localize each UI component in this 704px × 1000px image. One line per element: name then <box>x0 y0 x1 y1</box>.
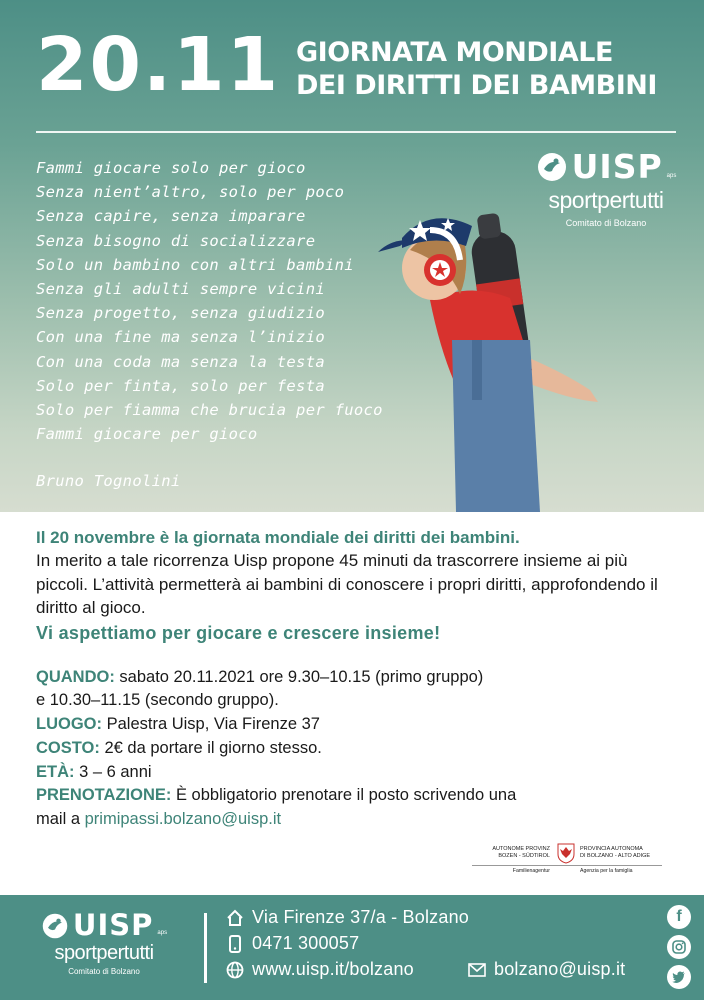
poem-line: Fammi giocare per gioco <box>36 425 258 444</box>
footer-email <box>468 959 625 980</box>
website-link[interactable]: www.uisp.it/bolzano <box>252 959 414 979</box>
event-description <box>36 526 676 832</box>
poem-line: Solo per fiamma che brucia per fuoco <box>36 401 383 420</box>
uisp-runner-icon <box>41 912 69 940</box>
logo-slogan: sportpertutti <box>54 942 154 964</box>
footer-divider <box>204 913 207 983</box>
detail-where <box>36 713 676 737</box>
province-divider <box>472 865 662 866</box>
poem-line: Senza nient’altro, solo per poco <box>36 183 345 202</box>
email-link[interactable]: bolzano@uisp.it <box>494 959 626 979</box>
cost-label: COSTO: <box>36 738 100 757</box>
booking-continued <box>36 808 676 832</box>
invite-text: Vi aspettiamo per giocare e crescere insieme! <box>36 622 441 643</box>
lead-text: Il 20 novembre è la giornata mondiale dei diritti dei bambini. <box>36 528 520 547</box>
logo-slogan: sportpertutti <box>548 187 664 213</box>
poem <box>36 156 383 446</box>
footer <box>0 895 704 1000</box>
age-label: ETÀ: <box>36 762 75 781</box>
where-label: LUOGO: <box>36 715 102 734</box>
cost-value: 2€ da portare il giorno stesso. <box>104 738 322 757</box>
logo-aps: aps <box>666 173 677 179</box>
logo-committee: Comitato di Bolzano <box>565 218 647 228</box>
event-headline <box>296 36 657 102</box>
poem-line: Con una coda ma senza la testa <box>36 352 325 371</box>
province-it-agency: Agenzia per la famiglia <box>580 868 633 874</box>
event-details <box>36 666 676 833</box>
footer-uisp-logo <box>40 908 168 976</box>
poem-line: Senza gli adulti sempre vicini <box>36 280 325 299</box>
footer-phone <box>226 933 359 954</box>
poem-line: Senza bisogno di socializzare <box>36 231 316 250</box>
event-date: 20.11 <box>36 22 281 108</box>
detail-when <box>36 666 676 690</box>
booking-email-link[interactable]: primipassi.bolzano@uisp.it <box>84 810 282 829</box>
province-de-line2: BOZEN - SÜDTIROL <box>498 853 550 859</box>
headline-line-2: DEI DIRITTI DEI BAMBINI <box>296 70 657 101</box>
age-value: 3 – 6 anni <box>79 762 152 781</box>
phone-icon <box>226 935 244 953</box>
poem-line: Solo un bambino con altri bambini <box>36 255 354 274</box>
province-it-line2: DI BOLZANO - ALTO ADIGE <box>580 853 651 859</box>
province-logo <box>472 840 662 882</box>
poem-line: Con una fine ma senza l’inizio <box>36 328 325 347</box>
twitter-icon[interactable] <box>667 965 691 989</box>
logo-committee: Comitato di Bolzano <box>68 967 140 976</box>
description-paragraph: In merito a tale ricorrenza Uisp propone 45 minuti da trascorrere insieme ai più piccoli. L’attività permetterà ai bambini di conoscere i propri diritti, approfondendo il diritto al gioco. <box>36 551 658 617</box>
footer-website <box>226 959 414 980</box>
province-eagle-icon <box>556 842 576 864</box>
footer-address <box>226 907 469 928</box>
logo-aps: aps <box>157 930 168 936</box>
headline-line-1: GIORNATA MONDIALE <box>296 37 613 68</box>
when-label: QUANDO: <box>36 667 115 686</box>
when-value: sabato 20.11.2021 ore 9.30–10.15 (primo gruppo) <box>119 667 484 686</box>
booking-value: È obbligatorio prenotare il posto scrivendo una <box>175 786 517 805</box>
poem-line: Senza progetto, senza giudizio <box>36 304 325 323</box>
child-jetpack-illustration <box>360 190 660 512</box>
home-icon <box>226 909 244 927</box>
facebook-icon[interactable]: f <box>667 905 691 929</box>
globe-icon <box>226 961 244 979</box>
province-it-line1: PROVINCIA AUTONOMA <box>580 846 643 852</box>
phone-text[interactable]: 0471 300057 <box>252 933 360 953</box>
poem-line: Solo per finta, solo per festa <box>36 376 325 395</box>
address-text: Via Firenze 37/a - Bolzano <box>252 907 469 927</box>
headline-divider <box>36 131 676 133</box>
province-de-line1: AUTONOME PROVINZ <box>492 846 550 852</box>
detail-age <box>36 761 676 785</box>
mail-icon <box>468 963 486 977</box>
poem-line: Senza capire, senza imparare <box>36 207 306 226</box>
logo-word: UISP <box>571 147 663 186</box>
where-value: Palestra Uisp, Via Firenze 37 <box>106 715 320 734</box>
logo-word: UISP <box>72 908 154 942</box>
province-de-agency: Familienagentur <box>512 868 550 874</box>
booking-label: PRENOTAZIONE: <box>36 786 172 805</box>
detail-booking <box>36 784 676 808</box>
when-value-continued: e 10.30–11.15 (secondo gruppo). <box>36 691 279 710</box>
detail-cost <box>36 737 676 761</box>
uisp-runner-icon <box>536 151 568 183</box>
poem-author: Bruno Tognolini <box>36 472 181 490</box>
booking-mail-prefix: mail a <box>36 810 81 829</box>
poem-line: Fammi giocare solo per gioco <box>36 159 306 177</box>
instagram-icon[interactable] <box>667 935 691 959</box>
